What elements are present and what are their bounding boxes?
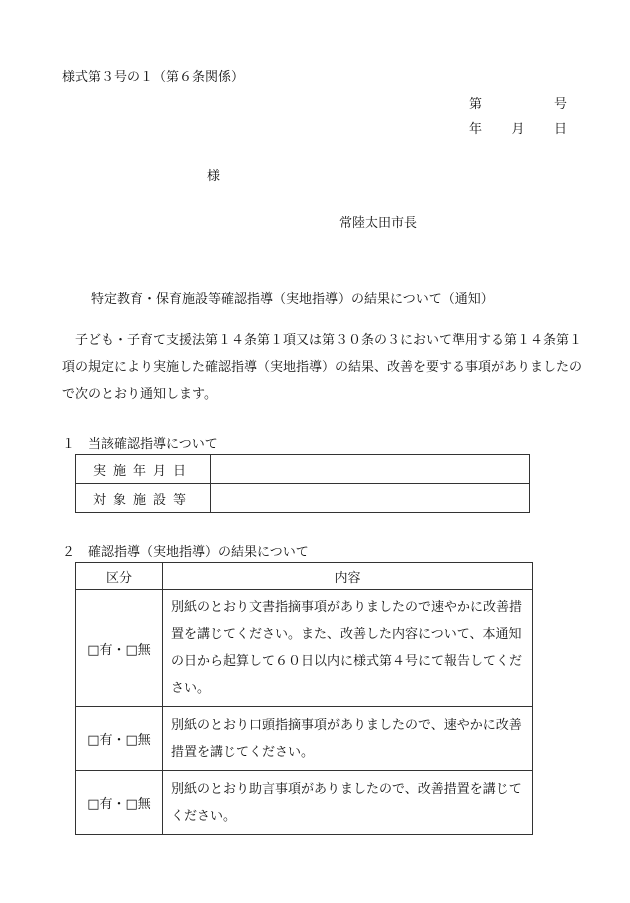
document-number-line xyxy=(469,93,567,112)
table-row xyxy=(76,771,533,835)
table-row xyxy=(76,707,533,771)
table-row xyxy=(76,455,530,484)
section-1-table xyxy=(75,454,530,513)
date-day: 日 xyxy=(553,122,567,137)
content-cell: 別紙のとおり文書指摘事項がありましたので速やかに改善措置を講じてください。また、改善した内容について、本通知の日から起算して６０日以内に様式第４号にて報告してください。 xyxy=(163,590,533,707)
sender: 常陸太田市長 xyxy=(339,216,418,231)
row-value-date xyxy=(211,455,530,484)
table-row xyxy=(76,484,530,513)
row-label-date: 実施年月日 xyxy=(76,455,211,484)
category-cell: □有・□無 xyxy=(76,707,163,771)
date-month: 月 xyxy=(511,122,525,137)
addressee-honorific: 様 xyxy=(207,169,221,184)
date-line xyxy=(469,118,567,137)
column-header-category: 区分 xyxy=(76,563,163,590)
date-year: 年 xyxy=(469,122,483,137)
section-2-heading: ２ 確認指導（実地指導）の結果について xyxy=(62,545,309,560)
form-number: 様式第３号の１（第６条関係） xyxy=(62,70,245,85)
row-label-facility: 対象施設等 xyxy=(76,484,211,513)
content-cell: 別紙のとおり助言事項がありましたので、改善措置を講じてください。 xyxy=(163,771,533,835)
category-cell: □有・□無 xyxy=(76,590,163,707)
table-row xyxy=(76,590,533,707)
number-suffix: 号 xyxy=(553,97,567,112)
column-header-content: 内容 xyxy=(163,563,533,590)
document-title: 特定教育・保育施設等確認指導（実地指導）の結果について（通知） xyxy=(91,292,494,307)
section-2-table xyxy=(75,562,533,835)
body-paragraph: 子ども・子育て支援法第１４条第１項又は第３０条の３において準用する第１４条第１項の規定により実施した確認指導（実地指導）の結果、改善を要する事項がありましたので次のとおり通知します。 xyxy=(62,333,583,402)
content-cell: 別紙のとおり口頭指摘事項がありましたので、速やかに改善措置を講じてください。 xyxy=(163,707,533,771)
category-cell: □有・□無 xyxy=(76,771,163,835)
row-value-facility xyxy=(211,484,530,513)
section-1-heading: １ 当該確認指導について xyxy=(62,437,218,452)
table-header-row xyxy=(76,563,533,590)
number-prefix: 第 xyxy=(469,97,483,112)
